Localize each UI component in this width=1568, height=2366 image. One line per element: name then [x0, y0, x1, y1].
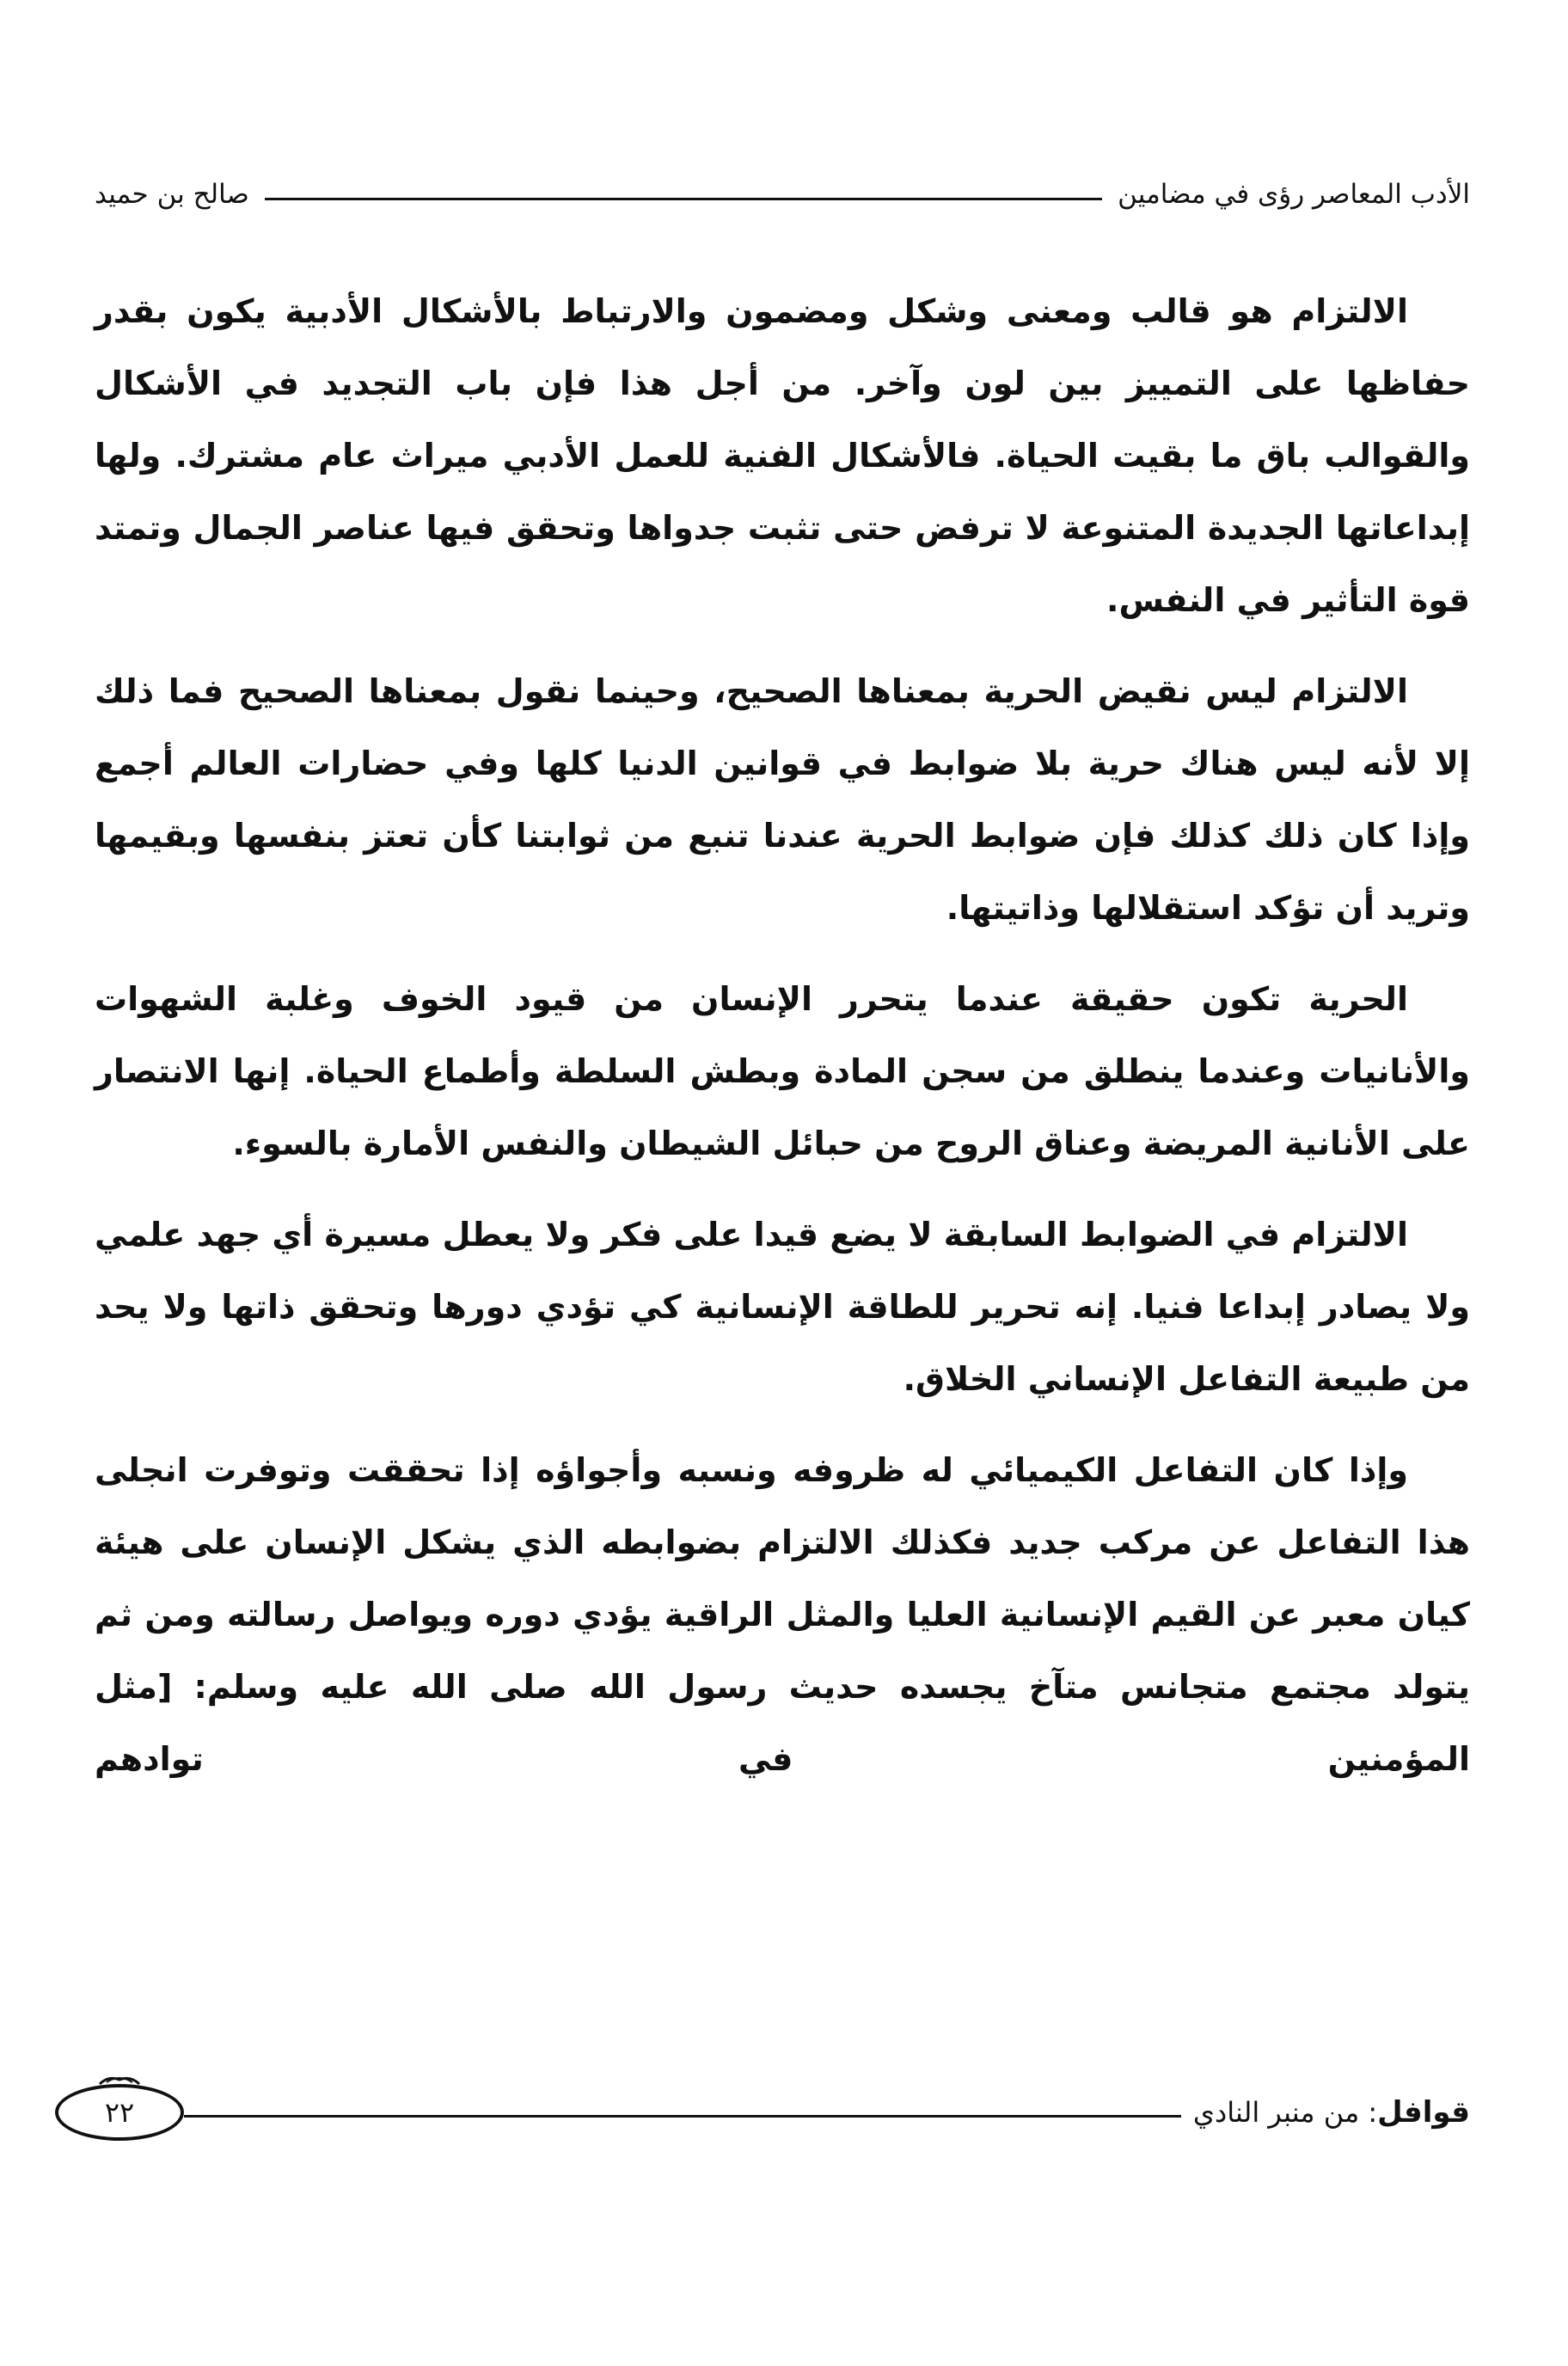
header-book-title: الأدب المعاصر رؤى في مضامين [1118, 179, 1470, 210]
running-header [95, 169, 1470, 220]
header-author: صالح بن حميد [95, 179, 249, 210]
paragraph: الالتزام ليس نقيض الحرية بمعناها الصحيح، وحينما نقول بمعناها الصحيح فما ذلك إلا لأنه ليس هناك حرية بلا ضوابط في قوانين الدنيا كلها وفي حضارات العالم أجمع وإذا كان ذلك كذلك فإن ضوابط الحرية عندنا تنبع من ثوابتنا كأن تعتز بنفسها وبقيمها وتريد أن تؤكد استقلالها وذاتيتها. [95, 672, 1470, 927]
page-number: ٢٢ [104, 2096, 135, 2129]
paragraph: وإذا كان التفاعل الكيميائي له ظروفه ونسبه وأجواؤه إذا تحققت وتوفرت انجلى هذا التفاعل عن مركب جديد فكذلك الالتزام بضوابطه الذي يشكل الإنسان على هيئة كيان معبر عن القيم الإنسانية العليا والمثل الراقية يؤدي دوره ويواصل رسالته ومن ثم يتولد مجتمع متجانس متآخ يجسده حديث رسول الله صلى الله عليه وسلم: [مثل المؤمنين في توادهم [95, 1451, 1470, 1778]
footer-rule [184, 2115, 1181, 2118]
ornament-icon [98, 2074, 141, 2086]
paragraph: الالتزام في الضوابط السابقة لا يضع قيدا على فكر ولا يعطل مسيرة أي جهد علمي ولا يصادر إبداعا فنيا. إنه تحرير للطاقة الإنسانية كي تؤدي دورها وتحقق ذاتها ولا يحد من طبيعة التفاعل الإنساني الخلاق. [95, 1216, 1470, 1398]
paragraph: الالتزام هو قالب ومعنى وشكل ومضمون والارتباط بالأشكال الأدبية يكون بقدر حفاظها على التمييز بين لون وآخر. من أجل هذا فإن باب التجديد في الأشكال والقوالب باق ما بقيت الحياة. فالأشكال الفنية للعمل الأدبي ميراث عام مشترك. ولها إبداعاتها الجديدة المتنوعة لا ترفض حتى تثبت جدواها وتحقق فيها عناصر الجمال وتمتد قوة التأثير في النفس. [95, 292, 1470, 619]
paragraph: الحرية تكون حقيقة عندما يتحرر الإنسان من قيود الخوف وغلبة الشهوات والأنانيات وعندما ينطلق من سجن المادة وبطش السلطة وأطماع الحياة. إنها الانتصار على الأنانية المريضة وعناق الروح من حبائل الشيطان والنفس الأمارة بالسوء. [95, 980, 1470, 1162]
header-rule [265, 198, 1102, 200]
page-number-oval [55, 2084, 184, 2141]
body-text [95, 275, 1470, 1814]
running-footer [55, 2074, 1470, 2151]
footer-journal-name: قوافل [1377, 2095, 1470, 2130]
footer-section: : من منبر النادي [1192, 2096, 1378, 2129]
footer-label [1193, 2095, 1470, 2130]
